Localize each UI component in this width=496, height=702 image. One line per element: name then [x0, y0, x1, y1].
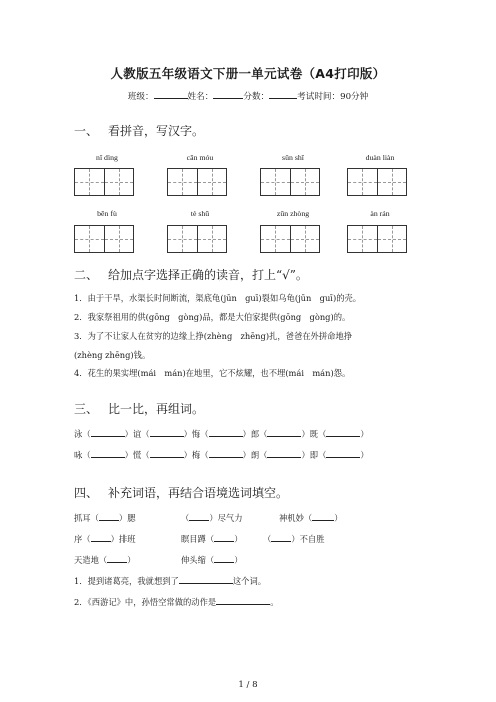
writing-grid[interactable]: [260, 168, 320, 196]
writing-grid[interactable]: [347, 225, 407, 253]
answer-blank[interactable]: [99, 520, 119, 521]
close-paren: ）: [124, 450, 133, 460]
close-paren: ）: [301, 450, 310, 460]
answer-blank[interactable]: [214, 541, 234, 542]
section-4-heading: [74, 484, 288, 501]
section-2-heading: [74, 266, 308, 283]
answer-blank[interactable]: [312, 520, 334, 521]
question-text: 。: [270, 597, 279, 607]
open-paren: （: [82, 450, 91, 460]
answer-blank[interactable]: [150, 457, 184, 458]
answer-blank[interactable]: [189, 520, 209, 521]
answer-blank[interactable]: [326, 457, 360, 458]
idiom-text: 伸头缩（: [181, 555, 215, 565]
pinyin: sǔn shī: [282, 153, 304, 162]
idiom-text: ）不自胜: [291, 534, 325, 544]
question-text: 1．提到诸葛亮，我就想到了: [74, 576, 179, 586]
score-blank[interactable]: [269, 98, 297, 99]
pinyin: bēn fù: [97, 209, 117, 218]
pinyin: zūn zhòng: [276, 209, 310, 218]
section-3-heading: [74, 400, 204, 417]
idiom-text: 序（: [74, 534, 91, 544]
question-2-4: 4．花生的果实埋(mái mán)在地里，它不炫耀，也不埋(mái mán)怨。: [74, 368, 351, 378]
question-text: 2．《西游记》中，孙悟空常做的动作是: [74, 597, 217, 607]
student-info-line: [0, 90, 496, 102]
close-paren: ）: [360, 450, 369, 460]
question-2-3-cont: (zhèng zhēng)钱。: [74, 350, 151, 360]
close-paren: ）: [183, 450, 192, 460]
open-paren: （: [141, 429, 150, 439]
answer-blank[interactable]: [271, 541, 291, 542]
idiom-item: [181, 554, 243, 566]
section-number: 一、: [74, 124, 99, 138]
close-paren: ）: [242, 429, 251, 439]
answer-blank[interactable]: [179, 583, 233, 584]
pinyin: duàn liàn: [365, 153, 395, 162]
idiom-text: ）: [234, 555, 243, 565]
open-paren: （: [259, 450, 268, 460]
open-paren: （: [318, 429, 327, 439]
idiom-text: 抓耳（: [74, 513, 99, 523]
open-paren: （: [259, 429, 268, 439]
time-label: 考试时间：90分钟: [297, 92, 369, 102]
close-paren: ）: [124, 429, 133, 439]
class-label: 班级：: [127, 92, 154, 102]
idiom-text: 神机妙（: [279, 513, 313, 523]
writing-grid[interactable]: [167, 225, 227, 253]
open-paren: （: [200, 450, 209, 460]
idiom-text: （: [181, 513, 190, 523]
idiom-item: [279, 512, 343, 524]
compare-char: 慌: [132, 450, 142, 460]
answer-blank[interactable]: [91, 436, 125, 437]
page-number: 1 / 8: [238, 680, 258, 690]
close-paren: ）: [242, 450, 251, 460]
close-paren: ）: [360, 429, 369, 439]
question-2-1: 1．由于干旱，水渠长时间断流，渠底龟(jūn guī)裂如乌龟(jūn guī)的壳。: [74, 293, 362, 303]
section-title: 补充词语，再结合语境选词填空。: [108, 486, 289, 500]
class-blank[interactable]: [154, 98, 188, 99]
answer-blank[interactable]: [209, 457, 243, 458]
idiom-text: ）: [334, 513, 343, 523]
answer-blank[interactable]: [107, 562, 127, 563]
compare-row-2: [74, 449, 369, 461]
compare-char: 梅: [191, 450, 201, 460]
writing-grid[interactable]: [347, 168, 407, 196]
answer-blank[interactable]: [91, 457, 125, 458]
writing-grid[interactable]: [74, 225, 134, 253]
open-paren: （: [318, 450, 327, 460]
compare-char: 既: [309, 429, 319, 439]
idiom-text: 天造地（: [74, 555, 108, 565]
idiom-text: ）排班: [110, 534, 136, 544]
idiom-item: [181, 533, 243, 545]
name-blank[interactable]: [213, 98, 243, 99]
answer-blank[interactable]: [216, 604, 270, 605]
question-2-3: 3．为了不让家人在贫穷的边缘上挣(zhèng zhēng)扎，爸爸在外拼命地挣: [74, 331, 353, 341]
score-label: 分数：: [243, 92, 270, 102]
idiom-text: （: [263, 534, 272, 544]
writing-grid[interactable]: [260, 225, 320, 253]
idiom-text: 瞑目蹲（: [181, 534, 215, 544]
idiom-text: ）腮: [118, 513, 136, 523]
answer-blank[interactable]: [267, 457, 301, 458]
idiom-item: [263, 533, 325, 545]
writing-grid[interactable]: [167, 168, 227, 196]
pinyin: cān móu: [186, 153, 214, 162]
answer-blank[interactable]: [267, 436, 301, 437]
pinyin: nǐ dìng: [96, 153, 118, 162]
question-text: 这个词。: [232, 576, 267, 586]
answer-blank[interactable]: [209, 436, 243, 437]
idiom-item: [74, 512, 136, 524]
compare-char: 朗: [250, 450, 260, 460]
idiom-text: ）尽气力: [209, 513, 243, 523]
answer-blank[interactable]: [150, 436, 184, 437]
answer-blank[interactable]: [214, 562, 234, 563]
question-4-1: [74, 575, 266, 587]
open-paren: （: [82, 429, 91, 439]
section-1-heading: [74, 122, 204, 139]
compare-row-1: [74, 428, 369, 440]
idiom-text: ）: [234, 534, 243, 544]
question-2-2: 2．我家祭祖用的供(gōng gòng)品，都是大伯家提供(gōng gòng)的。: [74, 312, 351, 322]
compare-char: 咏: [74, 450, 83, 460]
section-title: 看拼音，写汉字。: [108, 124, 205, 138]
compare-char: 谊: [132, 429, 142, 439]
compare-char: 悔: [191, 429, 201, 439]
idiom-item: [74, 554, 136, 566]
compare-char: 即: [309, 450, 319, 460]
open-paren: （: [200, 429, 209, 439]
section-title: 比一比，再组词。: [108, 402, 205, 416]
idiom-item: [74, 533, 136, 545]
compare-char: 泳: [74, 429, 83, 439]
open-paren: （: [141, 450, 150, 460]
idiom-text: ）: [127, 555, 136, 565]
writing-grid[interactable]: [74, 168, 134, 196]
answer-blank[interactable]: [91, 541, 111, 542]
section-title: 给加点字选择正确的读音，打上“√”。: [108, 268, 308, 282]
pinyin: àn rán: [370, 209, 390, 218]
idiom-item: [181, 512, 243, 524]
page-title: 人教版五年级语文下册一单元试卷（A4打印版）: [110, 66, 386, 81]
section-number: 四、: [74, 486, 99, 500]
compare-char: 郎: [250, 429, 260, 439]
close-paren: ）: [301, 429, 310, 439]
close-paren: ）: [183, 429, 192, 439]
section-number: 二、: [74, 268, 99, 282]
answer-blank[interactable]: [326, 436, 360, 437]
question-4-2: [74, 596, 279, 608]
pinyin: tè shū: [190, 209, 210, 218]
section-number: 三、: [74, 402, 99, 416]
name-label: 姓名：: [187, 92, 214, 102]
